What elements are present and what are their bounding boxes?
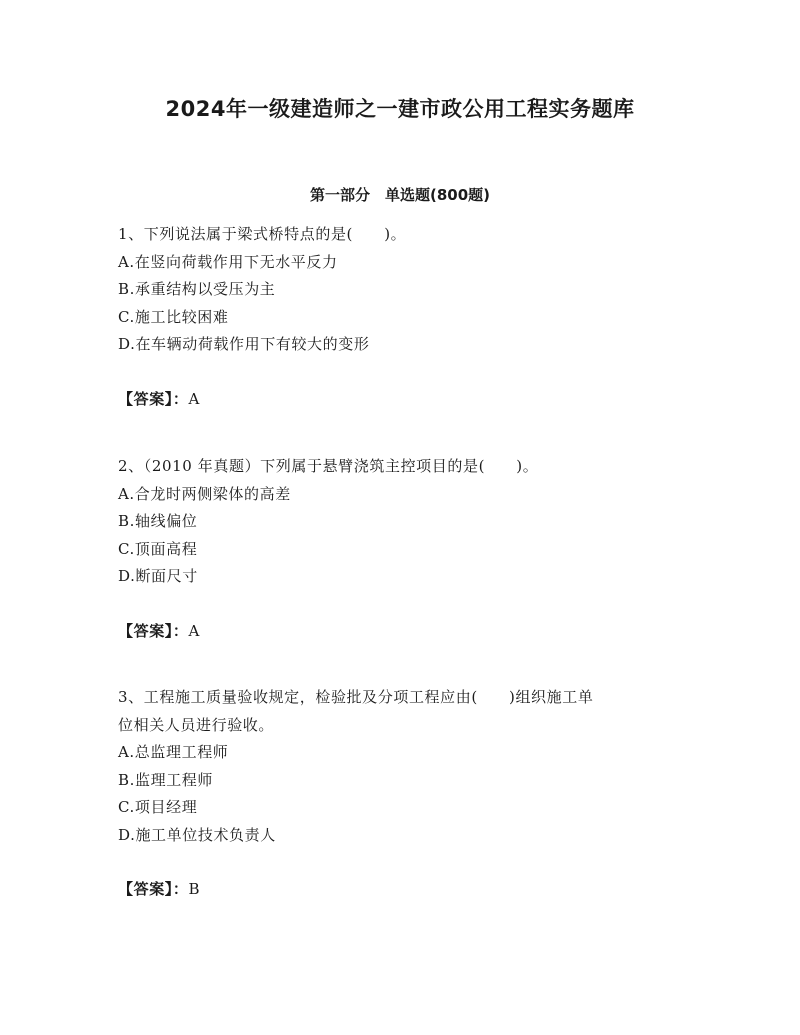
question-stem-continued: 位相关人员进行验收。: [118, 715, 275, 734]
answer-separator: ：: [172, 880, 189, 898]
option-b: B.轴线偏位: [118, 512, 198, 530]
question-stem: 1、下列说法属于梁式桥特点的是( )。: [118, 225, 407, 243]
answer-label: 【答案】: [118, 880, 173, 898]
option-c: C.项目经理: [118, 798, 198, 816]
document-title: 2024年一级建造师之一建市政公用工程实务题库: [165, 97, 635, 121]
option-d: D.施工单位技术负责人: [118, 825, 276, 844]
answer-value: A: [188, 622, 200, 640]
answer-3: [118, 878, 200, 899]
answer-separator: ：: [172, 390, 189, 408]
option-b: B.承重结构以受压为主: [118, 280, 276, 298]
option-c: C.顶面高程: [118, 539, 198, 558]
question-1: [118, 221, 698, 359]
section-title: 第一部分 单选题(800题): [309, 186, 491, 204]
answer-value: B: [188, 880, 201, 898]
answer-label: 【答案】: [118, 622, 173, 640]
question-stem: 2、（2010 年真题）下列属于悬臂浇筑主控项目的是( )。: [118, 457, 539, 475]
answer-2: [118, 620, 200, 641]
answer-label: 【答案】: [118, 390, 173, 408]
option-d: D.断面尺寸: [118, 567, 198, 585]
option-b: B.监理工程师: [118, 770, 213, 789]
question-2: [118, 453, 698, 591]
option-d: D.在车辆动荷载作用下有较大的变形: [118, 335, 370, 353]
answer-value: A: [188, 390, 200, 408]
answer-separator: ：: [172, 622, 189, 640]
option-c: C.施工比较困难: [118, 307, 229, 326]
answer-1: [118, 388, 200, 409]
question-stem: 3、工程施工质量验收规定，检验批及分项工程应由( )组织施工单: [118, 688, 594, 706]
question-3: [118, 684, 698, 849]
option-a: A.合龙时两侧梁体的高差: [118, 484, 291, 503]
option-a: A.在竖向荷载作用下无水平反力: [118, 252, 338, 271]
option-a: A.总监理工程师: [118, 743, 229, 761]
